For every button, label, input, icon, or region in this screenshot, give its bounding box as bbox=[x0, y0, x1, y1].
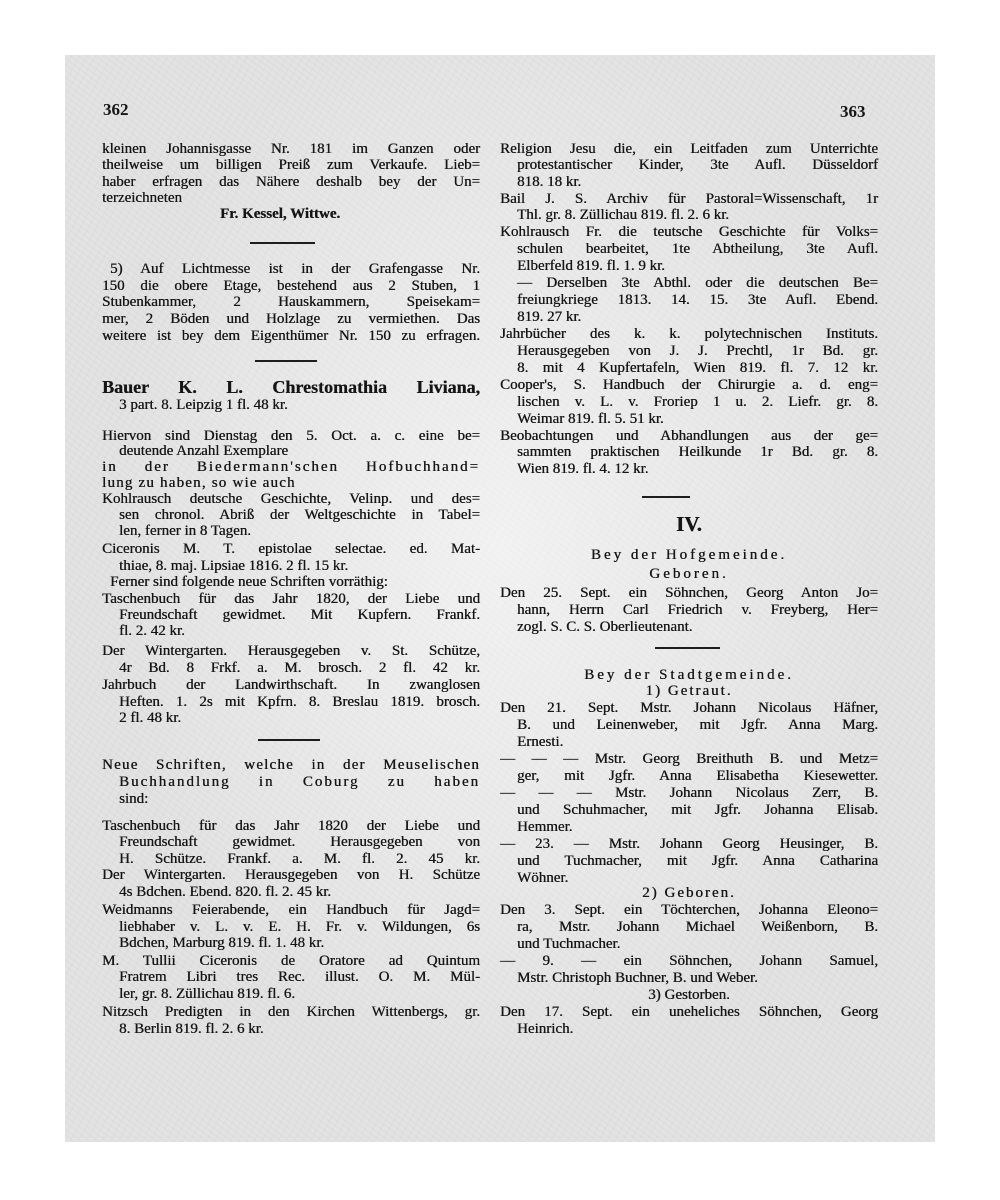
text-line: in der Biedermann'schen Hofbuchhand= bbox=[102, 459, 480, 475]
text-line: schulen bearbeitet, 1te Abtheilung, 3te Aufl. bbox=[517, 241, 878, 257]
text-line: Taschenbuch für das Jahr 1820 der Liebe und bbox=[102, 818, 480, 834]
text-line: Ferner sind folgende neue Schriften vorräthig: bbox=[110, 574, 388, 590]
text-line: Kohlrausch Fr. die teutsche Geschichte für Volks= bbox=[500, 224, 878, 240]
text-line: — Derselben 3te Abthl. oder die deutschen Be= bbox=[517, 275, 878, 291]
text-line: Jahrbuch der Landwirthschaft. In zwanglosen bbox=[102, 677, 480, 693]
text-line: Mstr. Christoph Buchner, B. und Weber. bbox=[517, 970, 758, 986]
text-line: Freundschaft gewidmet. Mit Kupfern. Frankf. bbox=[119, 607, 480, 623]
text-line: haber erfragen das Nähere deshalb bey der Un= bbox=[102, 174, 480, 190]
text-line: Den 3. Sept. ein Töchterchen, Johanna Eleono= bbox=[500, 902, 878, 918]
text-line: Freundschaft gewidmet. Herausgegeben von bbox=[119, 834, 480, 850]
text-line: Jahrbücher des k. k. polytechnischen Instituts. bbox=[500, 326, 878, 342]
text-line: 3 part. 8. Leipzig 1 fl. 48 kr. bbox=[119, 397, 288, 413]
text-line: M. Tullii Ciceronis de Oratore ad Quintum bbox=[102, 953, 480, 969]
text-line: sammten praktischen Heilkunde 1r Bd. gr. 8. bbox=[517, 444, 878, 460]
text-line: theilweise um billigen Preiß zum Verkaufe. Lieb= bbox=[102, 157, 480, 173]
text-line: Religion Jesu die, ein Leitfaden zum Unterrichte bbox=[500, 141, 878, 157]
text-line: Fratrem Libri tres Rec. illust. O. M. Mül- bbox=[119, 969, 480, 985]
text-line: Der Wintergarten. Herausgegeben von H. Schütze bbox=[102, 867, 480, 883]
text-line: fl. 2. 42 kr. bbox=[119, 623, 185, 639]
text-line: Hemmer. bbox=[517, 819, 573, 835]
text-line: Herausgegeben von J. J. Prechtl, 1r Bd. gr. bbox=[517, 343, 878, 359]
text-line: thiae, 8. maj. Lipsiae 1816. 2 fl. 15 kr. bbox=[119, 558, 349, 574]
text-line: Stubenkammer, 2 Hauskammern, Speisekam= bbox=[102, 294, 480, 310]
text-line: liebhaber v. L. v. E. H. Fr. v. Wildungen, 6s bbox=[119, 919, 480, 935]
text-line: ra, Mstr. Johann Michael Weißenborn, B. bbox=[517, 919, 878, 935]
signature: Fr. Kessel, Wittwe. bbox=[220, 206, 341, 222]
text-line: Hiervon sind Dienstag den 5. Oct. a. c. eine be= bbox=[102, 428, 480, 444]
left-column bbox=[102, 0, 480, 1200]
text-line: Bail J. S. Archiv für Pastoral=Wissenschaft, 1r bbox=[500, 191, 878, 207]
divider-rule bbox=[642, 496, 690, 498]
text-line: Den 21. Sept. Mstr. Johann Nicolaus Häfner, bbox=[500, 700, 878, 716]
right-column bbox=[500, 0, 878, 1200]
text-line: ler, gr. 8. Züllichau 819. fl. 6. bbox=[119, 986, 296, 1002]
section-heading: Bey der Hofgemeinde. bbox=[590, 547, 788, 563]
ad-heading-line: Neue Schriften, welche in der Meuselischen bbox=[102, 757, 480, 773]
text-line: lung zu haben, so wie auch bbox=[102, 475, 296, 491]
text-line: Bdchen, Marburg 819. fl. 1. 48 kr. bbox=[119, 935, 325, 951]
section-number: IV. bbox=[676, 512, 702, 536]
text-line: 150 die obere Etage, bestehend aus 2 Stuben, 1 bbox=[102, 278, 480, 294]
text-line: 4s Bdchen. Ebend. 820. fl. 2. 45 kr. bbox=[119, 884, 332, 900]
text-line: freiungkriege 1813. 14. 15. 3te Aufl. Ebend. bbox=[517, 292, 878, 308]
ad-heading-line: sind: bbox=[119, 791, 149, 807]
text-line: Der Wintergarten. Herausgegeben v. St. Schütze, bbox=[102, 643, 480, 659]
text-line: Den 25. Sept. ein Söhnchen, Georg Anton Jo= bbox=[500, 585, 878, 601]
page-number-right: 363 bbox=[840, 102, 866, 121]
text-line: ger, mit Jgfr. Anna Elisabetha Kiesewetter. bbox=[517, 768, 878, 784]
text-line: und Schuhmacher, mit Jgfr. Johanna Elisab. bbox=[517, 802, 878, 818]
text-line: terzeichneten bbox=[102, 190, 182, 206]
divider-rule bbox=[250, 242, 315, 244]
section-subheading: 2) Geboren. bbox=[642, 885, 736, 901]
text-line: hann, Herrn Carl Friedrich v. Freyberg, Her= bbox=[517, 602, 878, 618]
text-line: Kohlrausch deutsche Geschichte, Velinp. und des= bbox=[102, 491, 480, 507]
text-line: Thl. gr. 8. Züllichau 819. fl. 2. 6 kr. bbox=[517, 207, 730, 223]
text-line: Taschenbuch für das Jahr 1820, der Liebe und bbox=[102, 591, 480, 607]
text-line: Weidmanns Feierabende, ein Handbuch für Jagd= bbox=[102, 902, 480, 918]
text-line: Ernesti. bbox=[517, 734, 564, 750]
text-line: Ciceronis M. T. epistolae selectae. ed. Mat- bbox=[102, 541, 480, 557]
text-line: — 9. — ein Söhnchen, Johann Samuel, bbox=[500, 953, 878, 969]
text-line: 818. 18 kr. bbox=[517, 174, 582, 190]
section-subheading: 1) Getraut. bbox=[645, 683, 733, 699]
text-line: deutende Anzahl Exemplare bbox=[119, 443, 289, 459]
text-line: 4r Bd. 8 Frkf. a. M. brosch. 2 fl. 42 kr. bbox=[119, 660, 480, 676]
text-line: protestantischer Kinder, 3te Aufl. Düsseldorf bbox=[517, 157, 878, 173]
text-line: Elberfeld 819. fl. 1. 9 kr. bbox=[517, 258, 665, 274]
text-line: H. Schütze. Frankf. a. M. fl. 2. 45 kr. bbox=[119, 851, 480, 867]
text-line: 2 fl. 48 kr. bbox=[119, 710, 182, 726]
text-line: — 23. — Mstr. Johann Georg Heusinger, B. bbox=[500, 836, 878, 852]
divider-rule bbox=[258, 739, 320, 741]
text-line: Cooper's, S. Handbuch der Chirurgie a. d. eng= bbox=[500, 377, 878, 393]
text-line: Beobachtungen und Abhandlungen aus der ge= bbox=[500, 428, 878, 444]
section-subheading: 3) Gestorben. bbox=[648, 987, 730, 1003]
text-line: Wien 819. fl. 4. 12 kr. bbox=[517, 461, 649, 477]
text-line: Wöhner. bbox=[517, 870, 569, 886]
text-line: Nitzsch Predigten in den Kirchen Wittenbergs, gr. bbox=[102, 1004, 480, 1020]
text-line: weitere ist bey dem Eigenthümer Nr. 150 zu erfragen. bbox=[102, 328, 480, 344]
divider-rule bbox=[255, 360, 317, 362]
page-number-left: 362 bbox=[103, 100, 129, 119]
text-line: 5) Auf Lichtmesse ist in der Grafengasse Nr. bbox=[110, 261, 480, 277]
text-line: B. und Leinenweber, mit Jgfr. Anna Marg. bbox=[517, 717, 878, 733]
text-line: — — — Mstr. Johann Nicolaus Zerr, B. bbox=[500, 785, 878, 801]
divider-rule bbox=[655, 647, 720, 649]
text-line: zogl. S. C. S. Oberlieutenant. bbox=[517, 619, 693, 635]
ad-heading-line: Buchhandlung in Coburg zu haben bbox=[119, 774, 480, 790]
text-line: und Tuchmacher. bbox=[517, 936, 621, 952]
text-line: 8. Berlin 819. fl. 2. 6 kr. bbox=[119, 1021, 264, 1037]
section-subheading: Geboren. bbox=[649, 566, 729, 582]
text-line: 8. mit 4 Kupfertafeln, Wien 819. fl. 7. 12 kr. bbox=[517, 360, 878, 376]
text-line: und Tuchmacher, mit Jgfr. Anna Catharina bbox=[517, 853, 878, 869]
text-line: Den 17. Sept. ein uneheliches Söhnchen, Georg bbox=[500, 1004, 878, 1020]
text-line: — — — Mstr. Georg Breithuth B. und Metz= bbox=[500, 751, 878, 767]
text-line: lischen v. L. v. Froriep 1 u. 2. Liefr. gr. 8. bbox=[517, 394, 878, 410]
text-line: 819. 27 kr. bbox=[517, 309, 582, 325]
text-line: Heften. 1. 2s mit Kpfrn. 8. Breslau 1819. brosch. bbox=[119, 694, 480, 710]
book-title: Bauer K. L. Chrestomathia Liviana, bbox=[102, 377, 480, 397]
text-line: len, ferner in 8 Tagen. bbox=[119, 523, 251, 539]
text-line: Heinrich. bbox=[517, 1021, 574, 1037]
text-line: mer, 2 Böden und Holzlage zu vermiethen. Das bbox=[102, 311, 480, 327]
text-line: Weimar 819. fl. 5. 51 kr. bbox=[517, 411, 664, 427]
text-line: sen chronol. Abriß der Weltgeschichte in Tabel= bbox=[119, 507, 480, 523]
text-line: kleinen Johannisgasse Nr. 181 im Ganzen oder bbox=[102, 141, 480, 157]
section-heading: Bey der Stadtgemeinde. bbox=[584, 667, 794, 683]
